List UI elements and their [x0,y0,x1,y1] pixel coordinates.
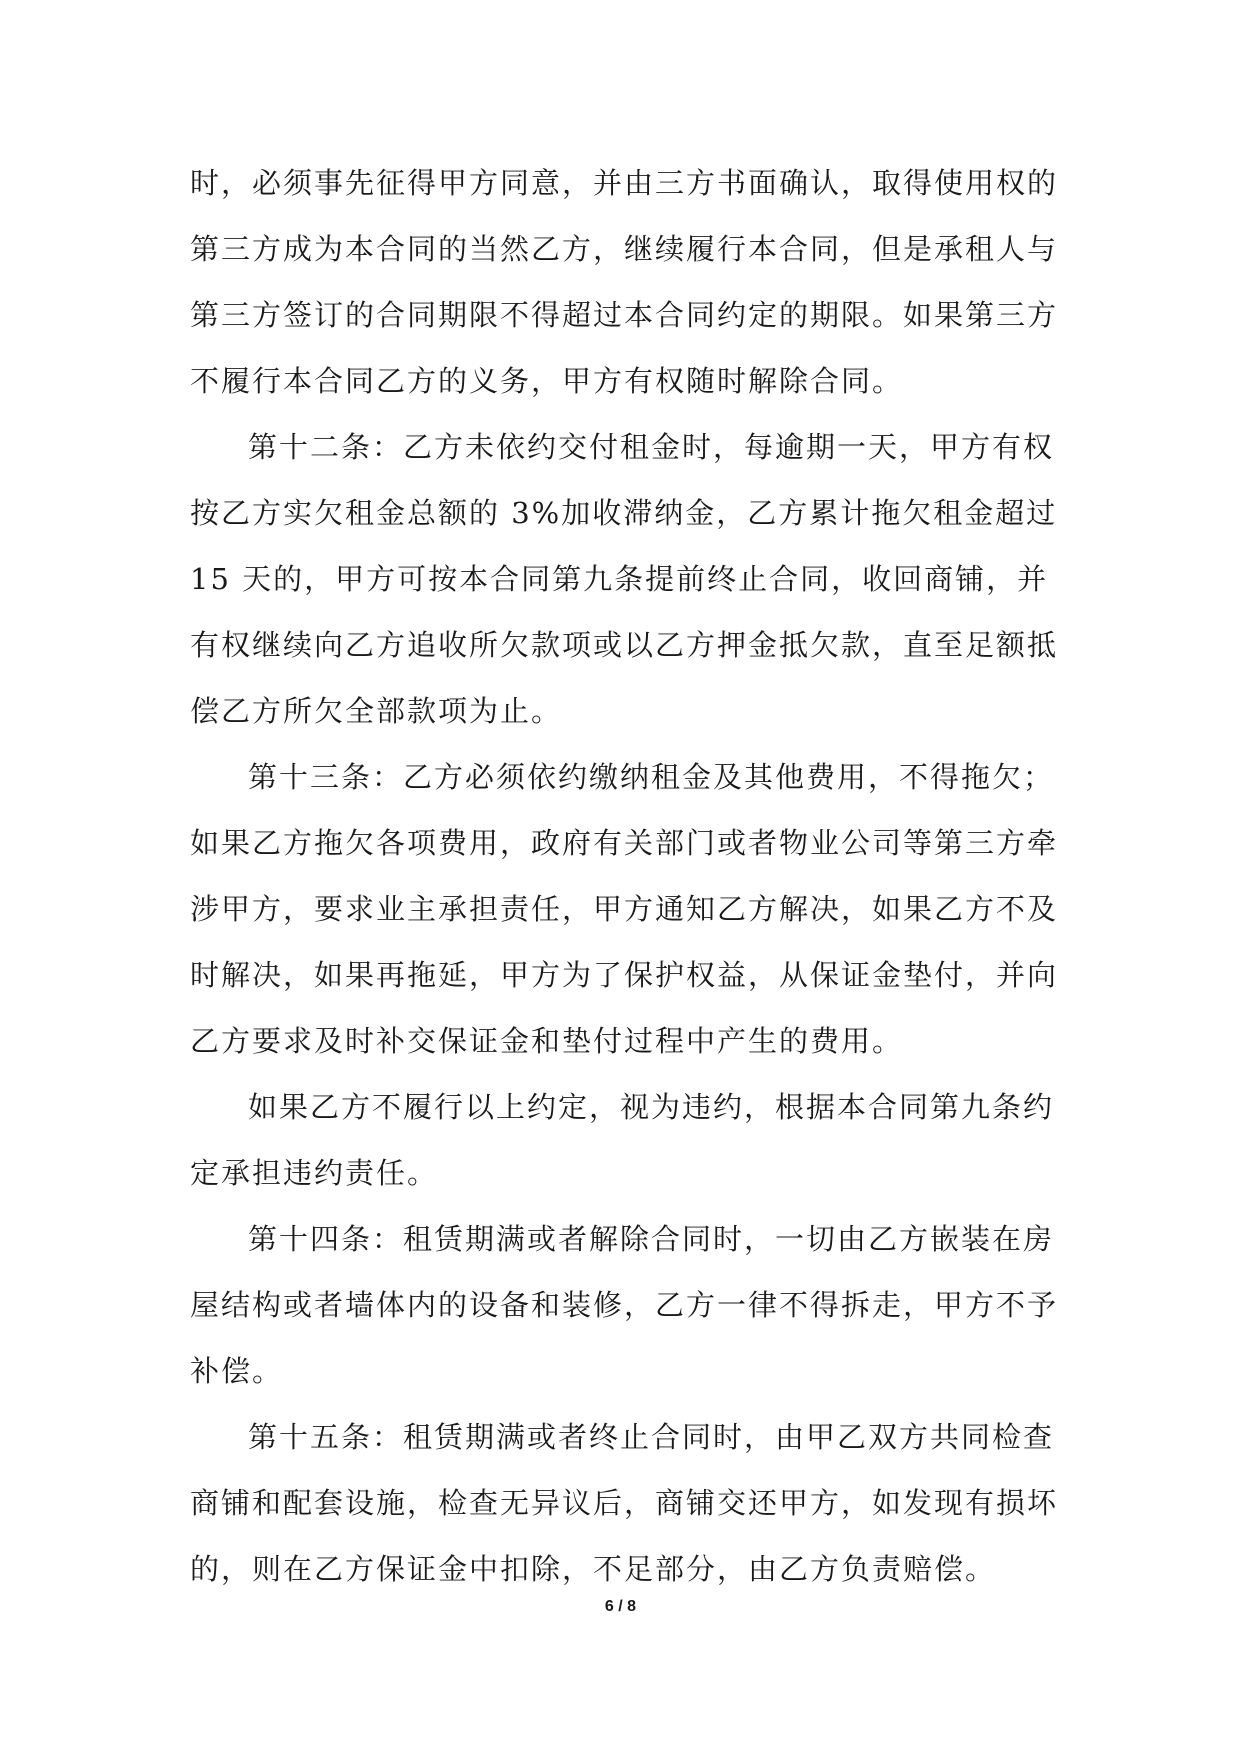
text-line: 15 天的，甲方可按本合同第九条提前终止合同，收回商铺，并 [190,562,1049,596]
text-line: 时解决，如果再拖延，甲方为了保护权益，从保证金垫付，并向 [190,958,1059,992]
article-13-heading-line: 第十三条：乙方必须依约缴纳租金及其他费用，不得拖欠； [248,760,1055,794]
text-line: 如果乙方拖欠各项费用，政府有关部门或者物业公司等第三方牵 [190,826,1059,860]
text-line: 乙方要求及时补交保证金和垫付过程中产生的费用。 [190,1024,904,1058]
text-line: 时，必须事先征得甲方同意，并由三方书面确认，取得使用权的 [190,166,1059,200]
article-12-heading-line: 第十二条：乙方未依约交付租金时，每逾期一天，甲方有权 [248,430,1055,464]
document-body [190,150,1060,1602]
text-line: 的，则在乙方保证金中扣除，不足部分，由乙方负责赔偿。 [190,1552,997,1586]
text-line: 第三方成为本合同的当然乙方，继续履行本合同，但是承租人与 [190,232,1059,266]
text-line: 补偿。 [190,1354,284,1388]
text-line: 有权继续向乙方追收所欠款项或以乙方押金抵欠款，直至足额抵 [190,628,1059,662]
text-line: 按乙方实欠租金总额的 3%加收滞纳金，乙方累计拖欠租金超过 [190,496,1058,530]
text-line: 涉甲方，要求业主承担责任，甲方通知乙方解决，如果乙方不及 [190,892,1059,926]
text-line: 定承担违约责任。 [190,1156,439,1190]
article-14-heading-line: 第十四条：租赁期满或者解除合同时，一切由乙方嵌装在房 [248,1222,1055,1256]
text-line: 不履行本合同乙方的义务，甲方有权随时解除合同。 [190,364,904,398]
page-number: 6 / 8 [604,1598,637,1615]
text-line: 商铺和配套设施，检查无异议后，商铺交还甲方，如发现有损坏 [190,1486,1059,1520]
text-line: 第三方签订的合同期限不得超过本合同约定的期限。如果第三方 [190,298,1059,332]
text-line: 屋结构或者墙体内的设备和装修，乙方一律不得拆走，甲方不予 [190,1288,1059,1322]
article-15-heading-line: 第十五条：租赁期满或者终止合同时，由甲乙双方共同检查 [248,1420,1055,1454]
text-line: 偿乙方所欠全部款项为止。 [190,694,563,728]
breach-clause-line: 如果乙方不履行以上约定，视为违约，根据本合同第九条约 [248,1090,1055,1124]
